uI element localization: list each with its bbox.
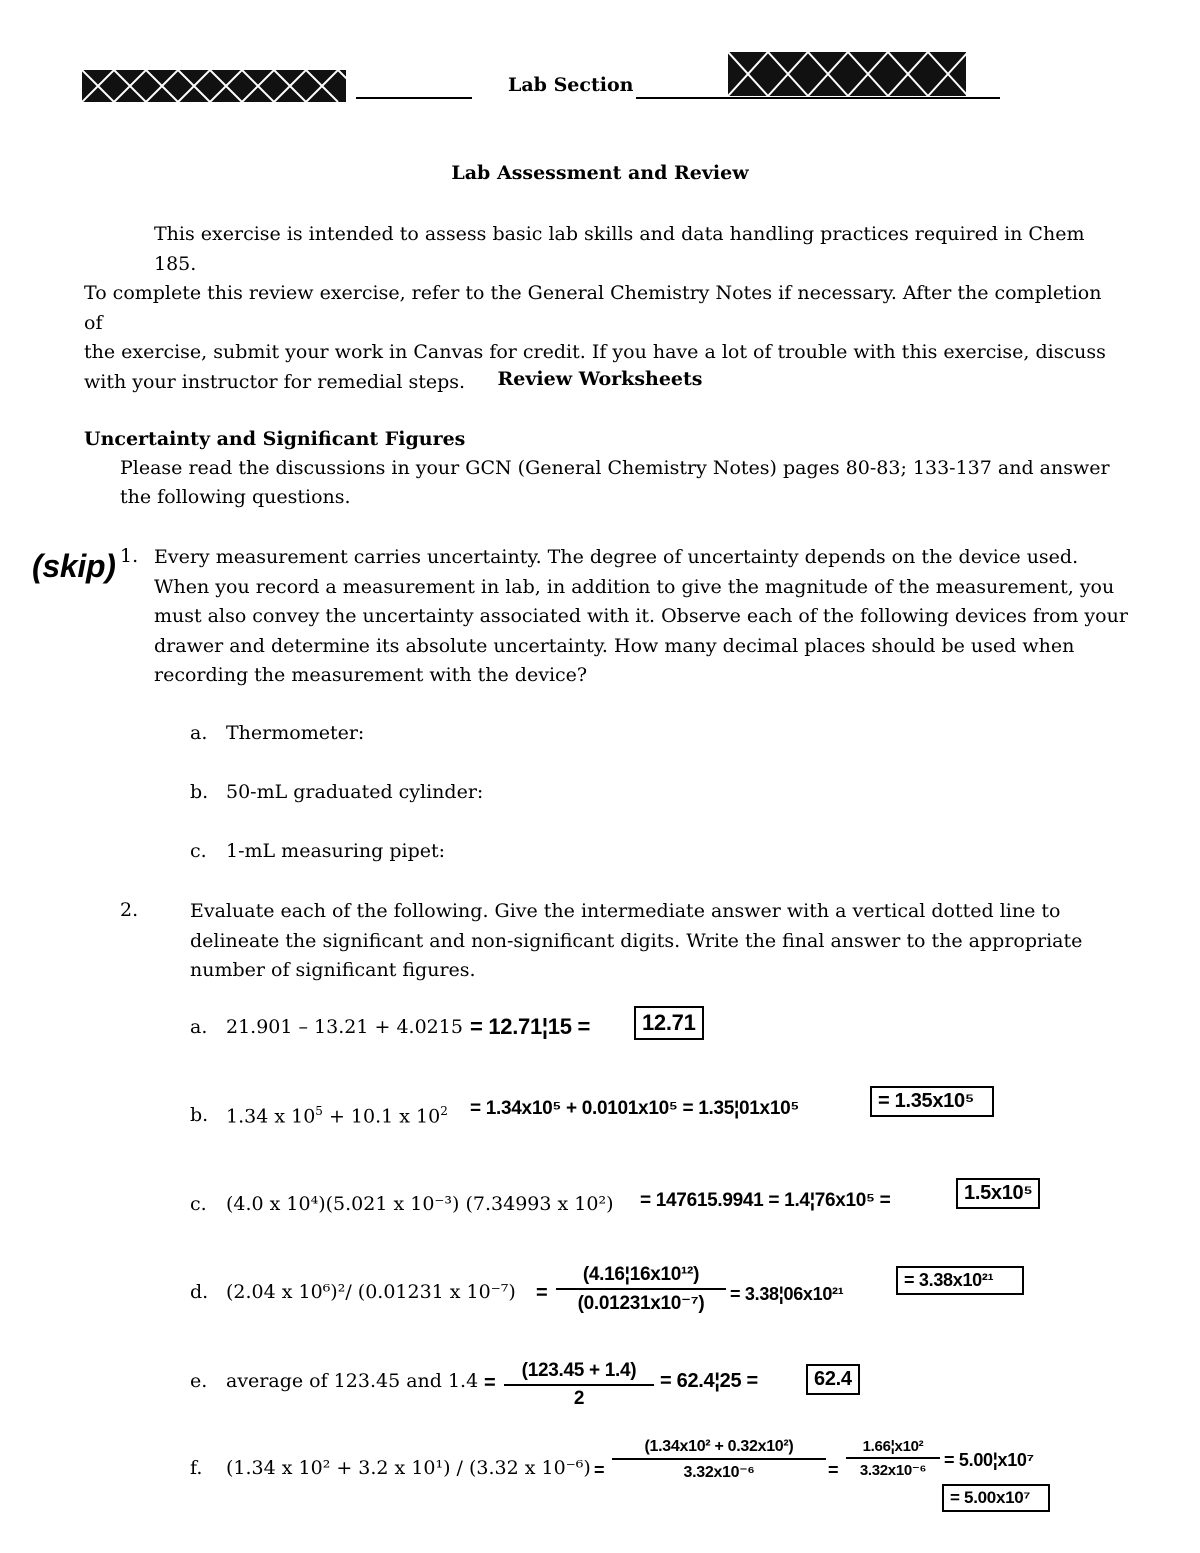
q2b-exp-2: 2	[440, 1104, 448, 1118]
name-redaction	[82, 70, 346, 102]
section-intro-line-2: the following questions.	[120, 486, 351, 508]
q2f-equals-2: =	[828, 1460, 839, 1480]
q2-line-2: delineate the significant and non-significant digits. Write the final answer to the appropriate	[190, 929, 1083, 952]
q2c-work: = 147615.9941 = 1.4¦76x10⁵ =	[640, 1190, 891, 1211]
q2c-expression: (4.0 x 10⁴)(5.021 x 10⁻³) (7.34993 x 10²)	[226, 1193, 614, 1215]
q1-item-letter: b.	[190, 781, 209, 803]
q2b-expr-part-2: + 10.1 x 10	[322, 1105, 441, 1128]
q2-line-1: Evaluate each of the following. Give the intermediate answer with a vertical dotted line to	[190, 900, 1061, 922]
q1-item-letter: c.	[190, 840, 207, 862]
q2a-answer-box: 12.71	[634, 1006, 704, 1040]
q1-line-5: recording the measurement with the device?	[154, 664, 588, 686]
q1-item-text: Thermometer:	[226, 722, 365, 744]
q2-line-3: number of significant figures.	[190, 959, 476, 981]
q1-item-text: 1-mL measuring pipet:	[226, 840, 446, 862]
q1-line-1: Every measurement carries uncertainty. The degree of uncertainty depends on the device used.	[154, 546, 1079, 568]
q2d-equals: =	[536, 1282, 548, 1304]
q2d-work: = 3.38¦06x10²¹	[730, 1284, 844, 1304]
q2a-letter: a.	[190, 1016, 208, 1038]
q2e-expression: average of 123.45 and 1.4	[226, 1370, 479, 1392]
review-worksheets-title: Review Worksheets	[497, 368, 703, 390]
q2c-letter: c.	[190, 1193, 207, 1215]
page-title: Lab Assessment and Review	[451, 162, 749, 184]
q2f-numerator-1: (1.34x10² + 0.32x10²)	[612, 1438, 826, 1460]
q2e-denominator: 2	[573, 1388, 585, 1409]
section-intro-line-1: Please read the discussions in your GCN (General Chemistry Notes) pages 80-83; 133-137 and answer	[120, 457, 1110, 479]
q2f-numerator-2: 1.66¦x10²	[846, 1438, 940, 1459]
lab-section-label: Lab Section	[508, 74, 634, 96]
q2b-answer-box: = 1.35x10⁵	[870, 1086, 994, 1117]
q1-text	[154, 543, 1134, 691]
q1-line-2: When you record a measurement in lab, in addition to give the magnitude of the measurement, you	[154, 575, 1115, 598]
name-underline	[356, 97, 472, 99]
q2b-exp-1: 5	[315, 1104, 323, 1118]
q2b-letter: b.	[190, 1104, 209, 1126]
intro-line-2: To complete this review exercise, refer to the General Chemistry Notes if necessary. After the completion of	[84, 282, 1102, 334]
q2f-answer-box: = 5.00x10⁷	[942, 1484, 1050, 1512]
q1-line-4: drawer and determine its absolute uncertainty. How many decimal places should be used when	[154, 634, 1075, 657]
q2f-equals: =	[594, 1460, 605, 1480]
intro-line-4: with your instructor for remedial steps.	[84, 370, 466, 393]
q2f-letter: f.	[190, 1457, 203, 1479]
skip-annotation: (skip)	[32, 548, 116, 584]
lab-section-redaction	[728, 52, 966, 96]
q1-line-3: must also convey the uncertainty associated with it. Observe each of the following devices from your	[154, 605, 1128, 627]
q2c-answer-box: 1.5x10⁵	[956, 1178, 1040, 1209]
q2f-work: = 5.00¦x10⁷	[944, 1450, 1034, 1470]
q2e-work: = 62.4¦25 =	[660, 1370, 758, 1392]
redaction-pattern	[728, 52, 966, 96]
q2d-answer-box: = 3.38x10²¹	[896, 1266, 1024, 1295]
q2-number: 2.	[120, 899, 139, 921]
q2f-expression: (1.34 x 10² + 3.2 x 10¹) / (3.32 x 10⁻⁶)	[226, 1457, 591, 1479]
intro-line-1: This exercise is intended to assess basic lab skills and data handling practices required in Chem 185.	[154, 223, 1085, 275]
q2f-fraction-2	[846, 1438, 940, 1479]
q2f-denominator-1: 3.32x10⁻⁶	[683, 1464, 755, 1481]
q2b-expression	[226, 1104, 448, 1127]
q2d-expression: (2.04 x 10⁶)²/ (0.01231 x 10⁻⁷)	[226, 1281, 516, 1303]
q2b-expr-part-1: 1.34 x 10	[226, 1105, 316, 1128]
q2d-numerator: (4.16¦16x10¹²)	[556, 1264, 726, 1290]
q2d-letter: d.	[190, 1281, 209, 1303]
q2e-answer-box: 62.4	[806, 1364, 860, 1395]
intro-line-3: the exercise, submit your work in Canvas for credit. If you have a lot of trouble with this exercise, discuss	[84, 341, 1106, 363]
q2e-letter: e.	[190, 1370, 208, 1392]
q2e-numerator: (123.45 + 1.4)	[504, 1360, 654, 1386]
q2-text	[190, 897, 1130, 986]
q2e-equals: =	[484, 1372, 496, 1394]
q2b-work: = 1.34x10⁵ + 0.0101x10⁵ = 1.35¦01x10⁵	[470, 1098, 799, 1119]
q2d-fraction	[556, 1264, 726, 1315]
lab-section-underline	[636, 97, 1000, 99]
q2e-fraction	[504, 1360, 654, 1410]
redaction-pattern	[82, 70, 346, 102]
q2f-fraction-1	[612, 1438, 826, 1482]
section-heading: Uncertainty and Significant Figures	[84, 428, 466, 450]
q2a-work: = 12.71¦15 =	[470, 1014, 590, 1039]
q1-item-text: 50-mL graduated cylinder:	[226, 781, 484, 803]
q1-number: 1.	[120, 545, 139, 567]
q2f-denominator-2: 3.32x10⁻⁶	[859, 1462, 927, 1479]
q1-item-letter: a.	[190, 722, 208, 744]
q2a-expression: 21.901 – 13.21 + 4.0215	[226, 1016, 463, 1038]
q2d-denominator: (0.01231x10⁻⁷)	[577, 1293, 705, 1314]
